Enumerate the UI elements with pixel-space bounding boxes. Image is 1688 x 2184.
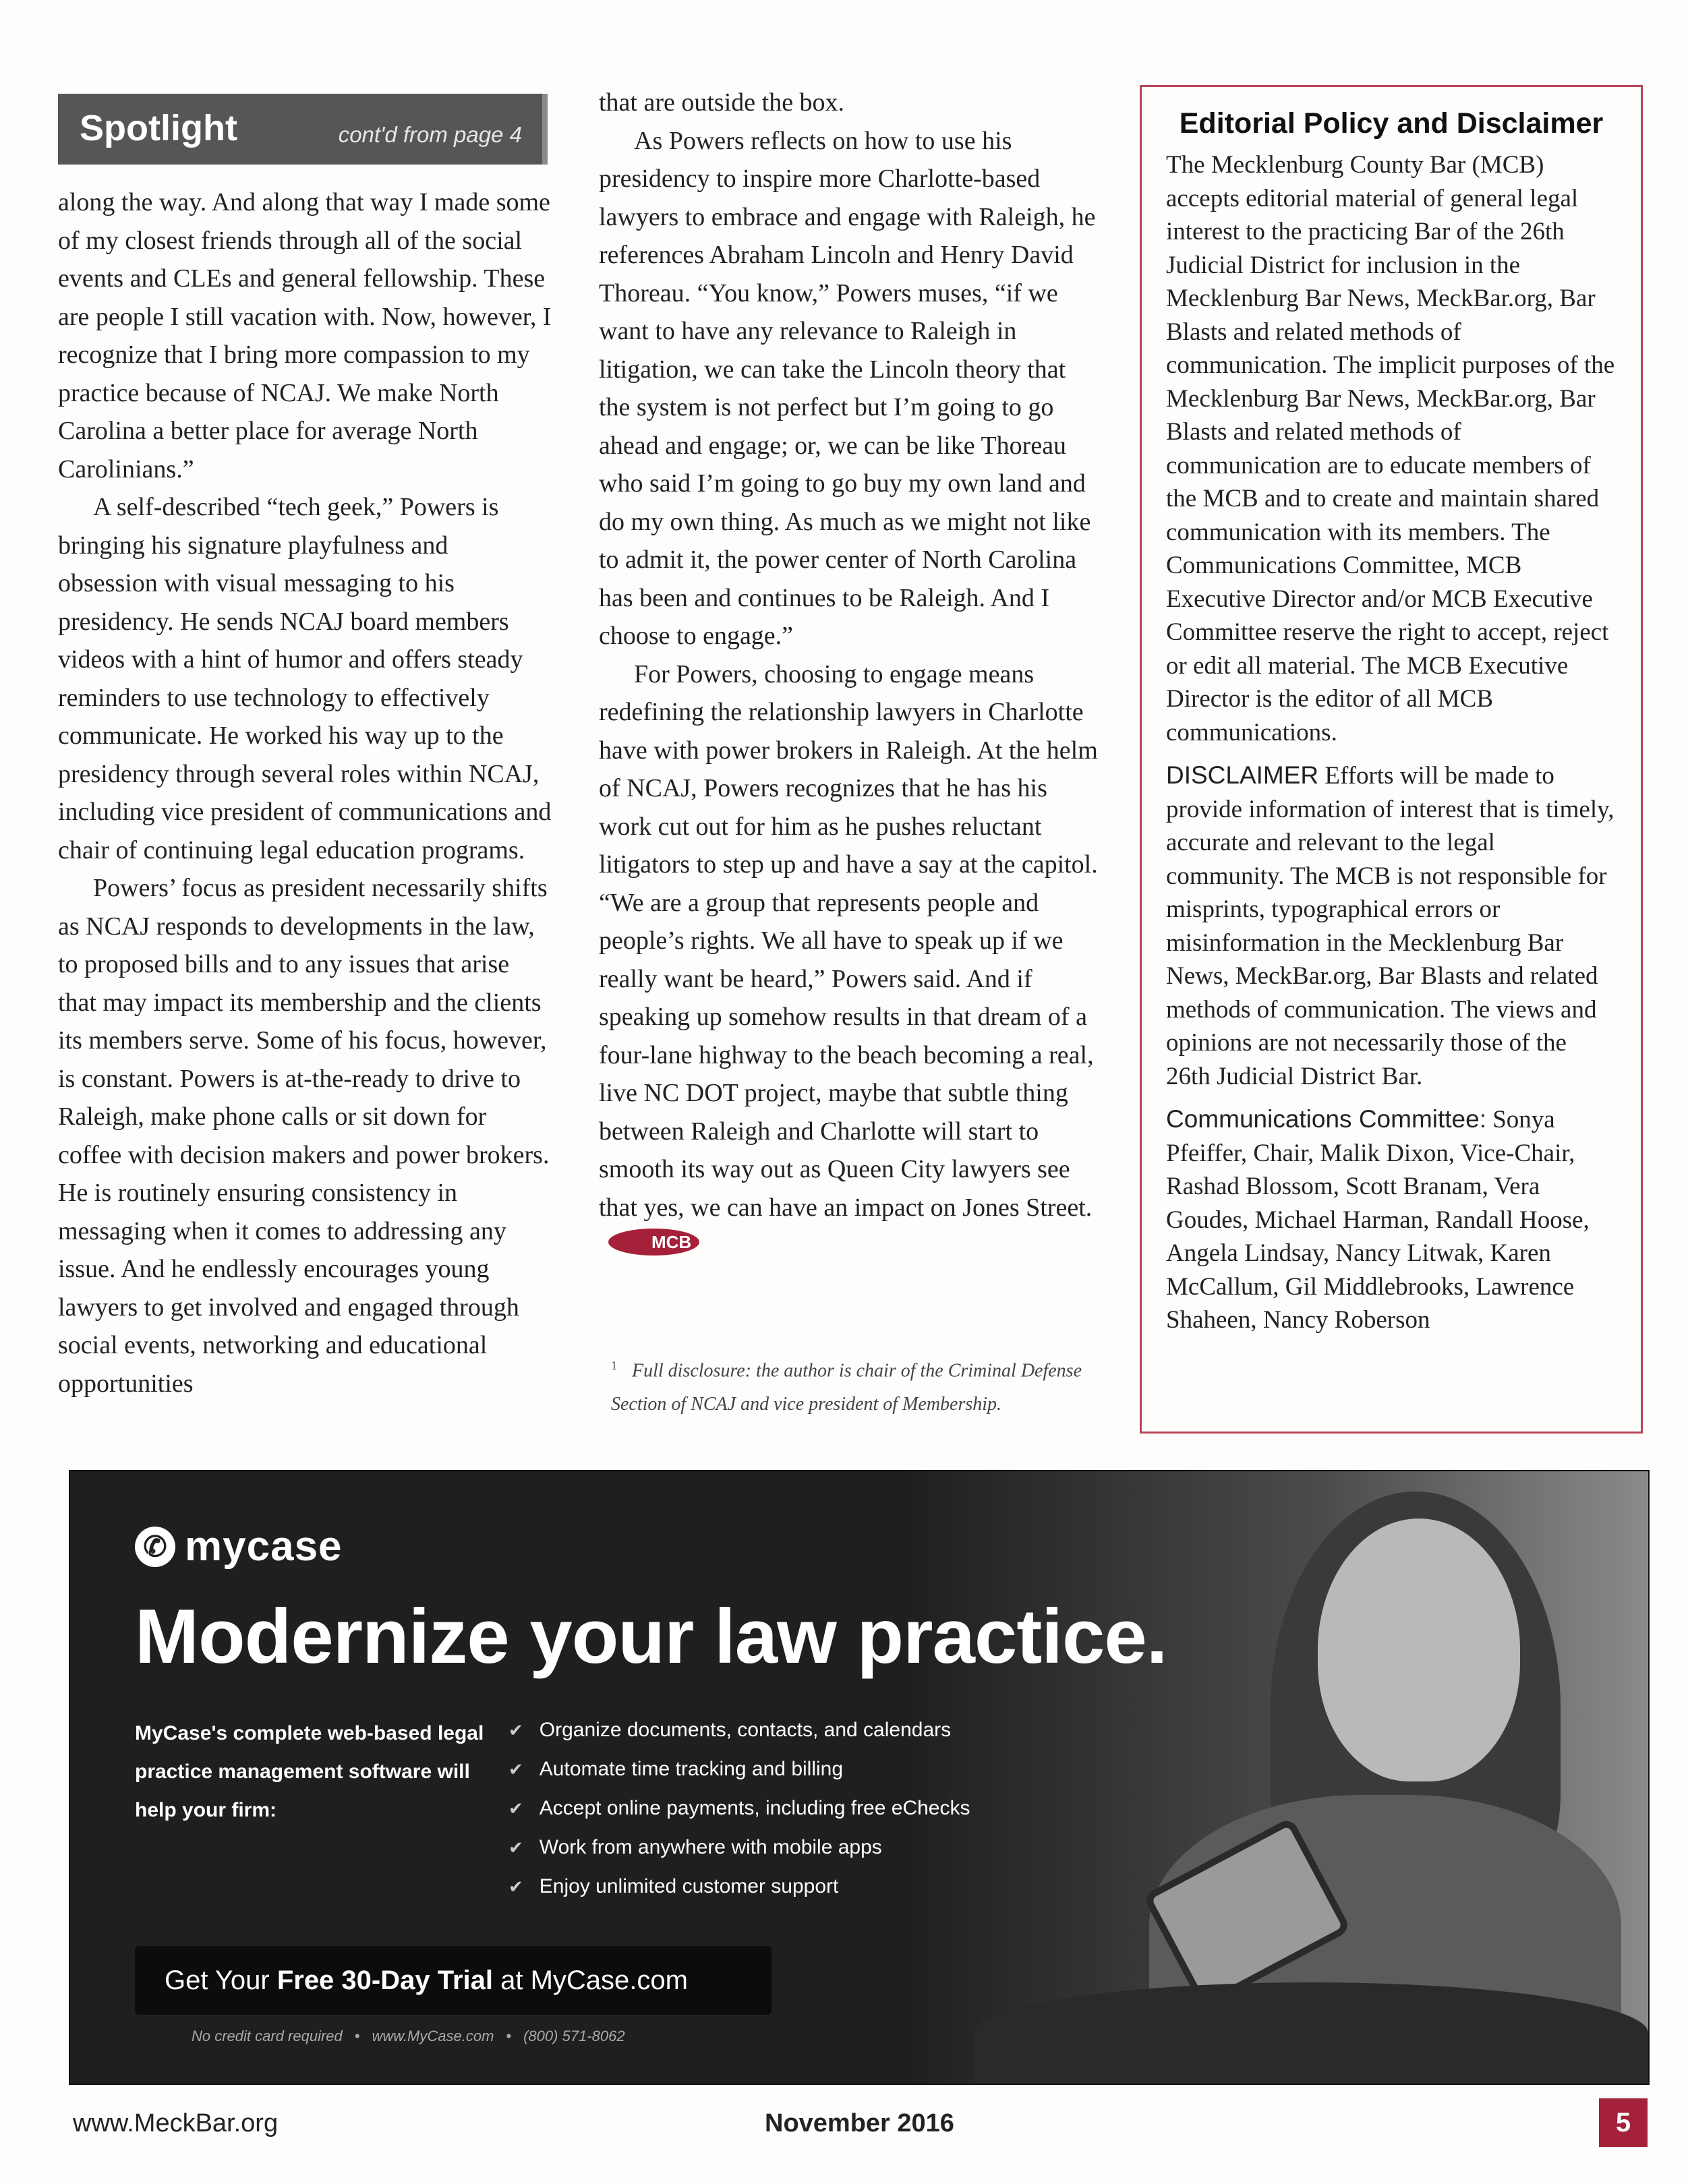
final-paragraph-text: For Powers, choosing to engage means redefining the relationship lawyers in Charlotte have with power brokers in Raleigh. At the helm of NCAJ, Powers recognizes that he has his work cut out for him as he pushes reluctant litigators to step up and have a say at the capitol. “We are a group that represents people and people’s rights. We all have to speak up if we really want be heard,” Powers said. And if speaking up somehow results in that dream of a four-lane highway to the beach becoming a real, live NC DOT project, maybe that subtle thing between Raleigh and Charlotte will start to smooth its way out as Queen City lawyers see that yes, we can have an impact on Jones Street. xyxy=(599,659,1098,1222)
mycase-advertisement[interactable] xyxy=(69,1470,1650,2085)
footer-url[interactable]: www.MeckBar.org xyxy=(73,2109,279,2137)
footnote-text: Full disclosure: the author is chair of the Criminal Defense Section of NCAJ and vice president of Membership. xyxy=(611,1360,1082,1415)
mcb-end-mark: MCB xyxy=(608,1229,699,1256)
policy-title: Editorial Policy and Disclaimer xyxy=(1179,107,1604,140)
footer-date: November 2016 xyxy=(765,2109,954,2137)
disclaimer-text: Efforts will be made to provide information of interest that is timely, accurate and relevant to the legal community. The MCB is not responsible for misprints, typographical errors or misinformation in the Mecklenburg Bar News, MeckBar.org, Bar Blasts and related methods of communication. The views and opinions are not necessarily those of the 26th Judicial District Bar. xyxy=(1166,762,1614,1090)
article-paragraph: that are outside the box. xyxy=(599,88,845,117)
ad-feature-list xyxy=(508,1711,970,1906)
committee-members: Sonya Pfeiffer, Chair, Malik Dixon, Vice-Chair, Rashad Blossom, Scott Branam, Vera Goudes, Michael Harman, Randall Hoose, Angela Lindsay, Nancy Litwak, Karen McCallum, Gil Middlebrooks, Lawrence Shaheen, Nancy Roberson xyxy=(1166,1106,1590,1334)
ad-headline: Modernize your law practice. xyxy=(135,1594,1167,1680)
committee xyxy=(1166,1102,1617,1337)
feature-item: ✔ Organize documents, contacts, and calendars xyxy=(508,1719,952,1741)
checkmark-icon: ✔ xyxy=(508,1720,523,1740)
disclaimer xyxy=(1166,759,1617,1093)
feature-item: ✔ Accept online payments, including free eChecks xyxy=(508,1797,970,1819)
table-shape xyxy=(974,1982,1648,2084)
mycase-link[interactable]: www.MyCase.com xyxy=(372,2028,494,2044)
article-column-2 xyxy=(599,84,1098,1265)
free-trial-button[interactable]: Get Your Free 30-Day Trial at MyCase.com xyxy=(135,1946,772,2015)
article-paragraph: Powers’ focus as president necessarily shifts as NCAJ responds to developments in the law, to proposed bills and to any issues that arise that may impact its membership and the clients its members serve. Some of his focus, however, is constant. Powers is at-the-ready to drive to Raleigh, make phone calls or sit down for coffee with decision makers and power brokers. He is routinely ensuring consistency in messaging when it comes to addressing any issue. And he endlessly encourages young lawyers to get involved and engaged through social events, networking and educational opportunities xyxy=(58,874,550,1398)
woman-face-shape xyxy=(1318,1518,1520,1781)
article-paragraph: A self-described “tech geek,” Powers is bringing his signature playfulness and obsession with visual messaging to his presidency. He sends NCAJ board members videos with a hint of humor and offers steady reminders to use technology to effectively communicate. He worked his way up to the presidency through several roles within NCAJ, including vice president of communications and chair of continuing legal education programs. xyxy=(58,493,552,864)
checkmark-icon: ✔ xyxy=(508,1837,523,1858)
feature-item: ✔ Enjoy unlimited customer support xyxy=(508,1875,839,1897)
article-paragraph-final xyxy=(599,655,1098,1265)
article-column-1 xyxy=(58,183,553,1403)
ad-intro: MyCase's complete web-based legal practice management software will help your firm: xyxy=(135,1722,484,1821)
feature-item: ✔ Automate time tracking and billing xyxy=(508,1758,844,1780)
committee-label: Communications Committee: xyxy=(1166,1105,1486,1133)
policy-body: The Mecklenburg County Bar (MCB) accepts editorial material of general legal interest to the practicing Bar of the 26th Judicial District for inclusion in the Mecklenburg Bar News, MeckBar.org, Bar Blasts and related methods of communication. The implicit purposes of the Mecklenburg Bar News, MeckBar.org, Bar Blasts and related methods of communication are to educate members of the MCB and to create and maintain shared communication with its members. The Communications Committee, MCB Executive Director and/or MCB Executive Committee reserve the right to accept, reject or edit all material. The MCB Executive Director is the editor of all MCB communications. xyxy=(1166,151,1615,746)
page-number: 5 xyxy=(1599,2098,1648,2147)
checkmark-icon: ✔ xyxy=(508,1798,523,1819)
article-paragraph: As Powers reflects on how to use his presidency to inspire more Charlotte-based lawyers to embrace and engage with Raleigh, he references Abraham Lincoln and Henry David Thoreau. “You know,” Powers muses, “if we want to have any relevance to Raleigh in litigation, we can take the Lincoln theory that the system is not perfect but I’m going to go ahead and engage; or, we can be like Thoreau who said I’m going to go buy my own land and do my own thing. As much as we might not like to admit it, the power center of North Carolina has been and continues to be Raleigh. And I choose to engage.” xyxy=(599,126,1096,650)
article-paragraph: along the way. And along that way I made some of my closest friends through all of the social events and CLEs and general fellowship. These are people I still vacation with. Now, however, I recognize that I bring more compassion to my practice because of NCAJ. We make North Carolina a better place for average North Carolinians.” xyxy=(58,188,552,483)
mycase-logo xyxy=(135,1523,343,1570)
spotlight-title: Spotlight xyxy=(80,108,237,148)
checkmark-icon: ✔ xyxy=(508,1877,523,1897)
feature-item: ✔ Work from anywhere with mobile apps xyxy=(508,1836,882,1858)
spotlight-banner xyxy=(58,94,548,165)
mycase-brand-name: mycase xyxy=(185,1523,343,1570)
footnote-mark: 1 xyxy=(611,1359,617,1372)
continued-note: cont'd from page 4 xyxy=(338,122,522,147)
checkmark-icon: ✔ xyxy=(508,1759,523,1779)
ad-photo-backdrop xyxy=(906,1471,1648,2084)
mycase-logo-icon: ✆ xyxy=(135,1527,175,1567)
footnote xyxy=(611,1349,1083,1421)
ad-fine-print: No credit card required • www.MyCase.com • (800) 571-8062 xyxy=(192,2028,625,2044)
editorial-policy-box xyxy=(1140,85,1643,1434)
disclaimer-label: DISCLAIMER xyxy=(1166,761,1319,789)
